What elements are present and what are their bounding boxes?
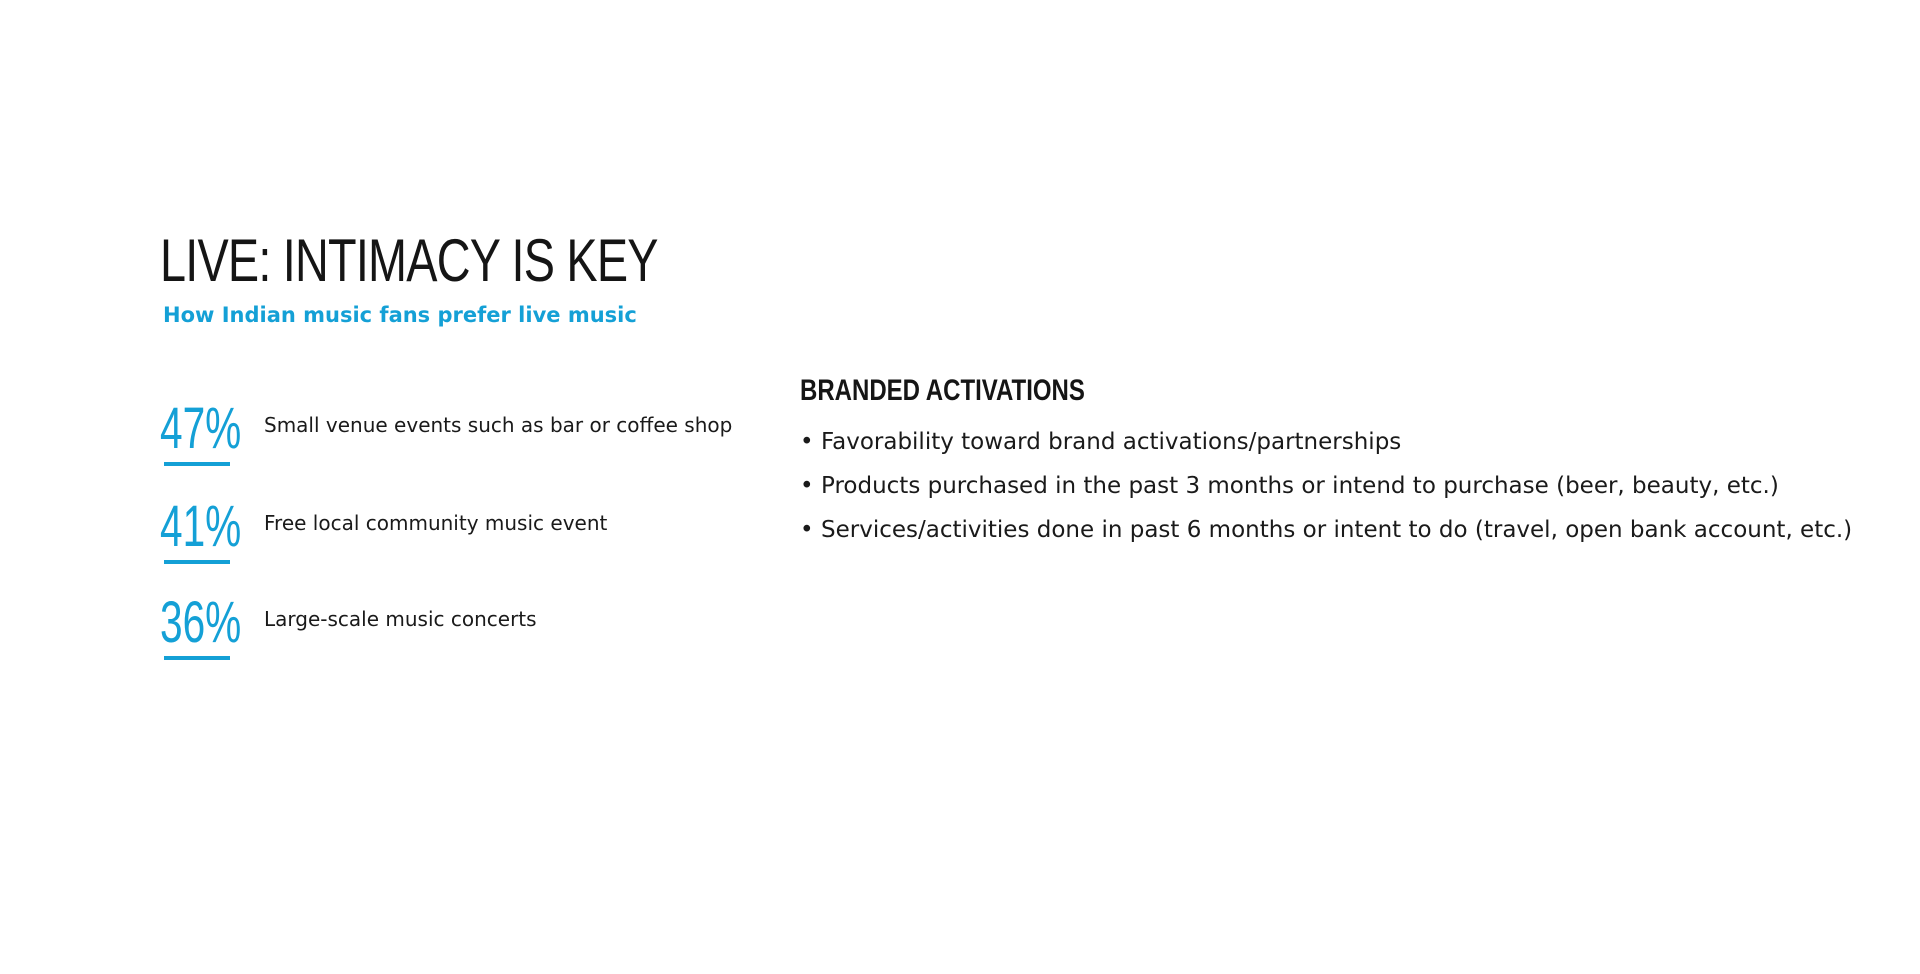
- stat-row-small-venue: [160, 396, 780, 494]
- bullet-icon: •: [800, 473, 814, 499]
- stat-row-community-event: [160, 494, 780, 590]
- bullet-text: Favorability toward brand activations/partnerships: [821, 429, 1402, 455]
- stat-underline: [164, 560, 230, 564]
- bullet-list: [800, 420, 1860, 552]
- stat-underline: [164, 462, 230, 466]
- stat-label: Large-scale music concerts: [264, 607, 537, 631]
- bullet-item: [800, 420, 1860, 464]
- stat-percentage: 47%: [160, 396, 242, 461]
- stat-underline: [164, 656, 230, 660]
- bullet-item: [800, 464, 1860, 508]
- bullet-icon: •: [800, 429, 814, 455]
- bullet-icon: •: [800, 517, 814, 543]
- stats-list: [160, 396, 780, 688]
- page-title: LIVE: INTIMACY IS KEY: [160, 227, 658, 294]
- section-heading: BRANDED ACTIVATIONS: [800, 374, 1085, 407]
- bullet-item: [800, 508, 1860, 552]
- page-subtitle: How Indian music fans prefer live music: [163, 303, 637, 327]
- stat-percentage: 41%: [160, 494, 242, 559]
- bullet-text: Products purchased in the past 3 months or intend to purchase (beer, beauty, etc.): [821, 473, 1779, 499]
- stat-row-large-concerts: [160, 590, 780, 688]
- stat-label: Free local community music event: [264, 511, 608, 535]
- branded-activations-section: [800, 372, 1860, 552]
- stat-percentage: 36%: [160, 590, 242, 655]
- bullet-text: Services/activities done in past 6 months or intent to do (travel, open bank account, etc.): [821, 517, 1853, 543]
- stat-label: Small venue events such as bar or coffee shop: [264, 413, 733, 437]
